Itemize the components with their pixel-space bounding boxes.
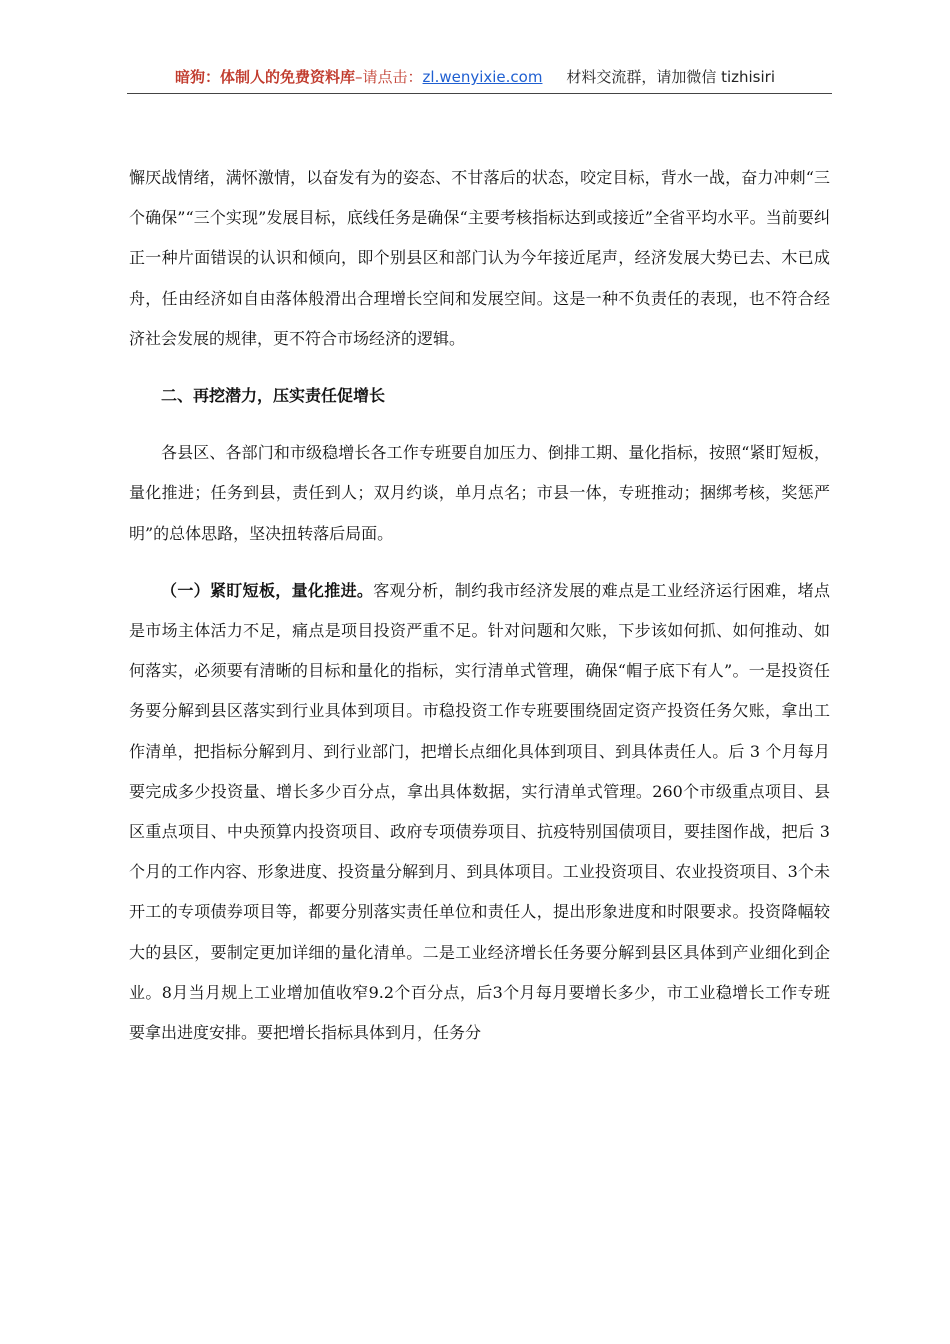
- header-prompt: –请点击：: [355, 68, 423, 86]
- header-brand: 暗狗：体制人的免费资料库: [175, 68, 356, 86]
- paragraph-1: 懈厌战情绪，满怀激情，以奋发有为的姿态、不甘落后的状态，咬定目标，背水一战，奋力冲刺“三个确保”“三个实现”发展目标，底线任务是确保“主要考核指标达到或接近”全省平均水平。当前要纠正一种片面错误的认识和倾向，即个别县区和部门认为今年接近尾声，经济发展大势已去、木已成舟，任由经济如自由落体般滑出合理增长空间和发展空间。这是一种不负责任的表现，也不符合经济社会发展的规律，更不符合市场经济的逻辑。: [129, 168, 830, 348]
- paragraph-3: [129, 571, 830, 1053]
- header-link[interactable]: zl.wenyixie.com: [422, 68, 543, 86]
- section-heading: 二、再挖潜力，压实责任促增长: [161, 386, 386, 406]
- header-divider: [127, 93, 832, 94]
- page-header: [0, 66, 950, 88]
- header-contact: 材料交流群，请加微信 tizhisiri: [566, 68, 775, 86]
- subheading-1: （一）紧盯短板，量化推进。: [161, 580, 374, 600]
- document-body: [129, 158, 830, 1053]
- paragraph-2: 各县区、各部门和市级稳增长各工作专班要自加压力、倒排工期、量化指标，按照“紧盯短板，量化推进；任务到县，责任到人；双月约谈，单月点名；市县一体，专班推动；捆绑考核，奖惩严明”的总体思路，坚决扭转落后局面。: [129, 443, 830, 543]
- paragraph-3-text: 客观分析，制约我市经济发展的难点是工业经济运行困难，堵点是市场主体活力不足，痛点是项目投资严重不足。针对问题和欠账，下步该如何抓、如何推动、如何落实，必须要有清晰的目标和量化的指标，实行清单式管理，确保“帽子底下有人”。一是投资任务要分解到县区落实到行业具体到项目。市稳投资工作专班要围绕固定资产投资任务欠账，拿出工作清单，把指标分解到月、到行业部门，把增长点细化具体到项目、到具体责任人。后 3 个月每月要完成多少投资量、增长多少百分点，拿出具体数据，实行清单式管理。260个市级重点项目、县区重点项目、中央预算内投资项目、政府专项债券项目、抗疫特别国债项目，要挂图作战，把后 3 个月的工作内容、形象进度、投资量分解到月、到具体项目。工业投资项目、农业投资项目、3个未开工的专项债券项目等，都要分别落实责任单位和责任人，提出形象进度和时限要求。投资降幅较大的县区，要制定更加详细的量化清单。二是工业经济增长任务要分解到县区具体到产业细化到企业。8月当月规上工业增加值收窄9.2个百分点，后3个月每月要增长多少，市工业稳增长工作专班要拿出进度安排。要把增长指标具体到月，任务分: [129, 580, 830, 1043]
